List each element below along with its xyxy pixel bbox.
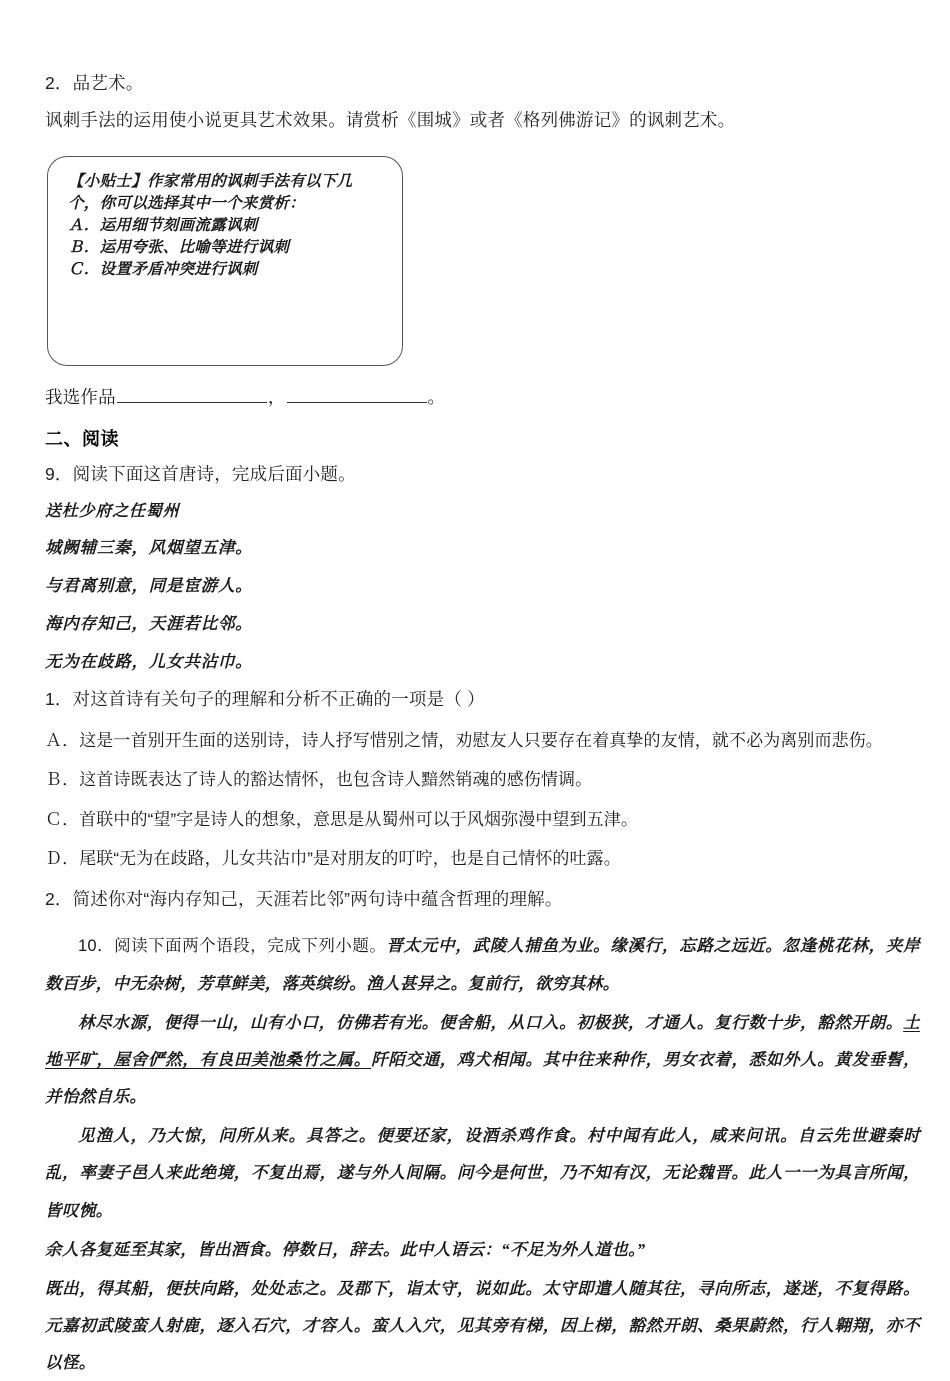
answer-blank-field-2[interactable] <box>287 385 427 404</box>
answer-blank-line <box>45 384 920 409</box>
question-10-stem: 10．阅读下面两个语段，完成下列小题。 <box>78 936 387 955</box>
choice-b[interactable]: Ｂ．这首诗既表达了诗人的豁达情怀，也包含诗人黯然销魂的感伤情调。 <box>45 770 593 789</box>
answer-blank-separator: ， <box>267 387 286 408</box>
question-2-prompt: 讽刺手法的运用使小说更具艺术效果。请赏析《围城》或者《格列佛游记》的讽刺艺术。 <box>45 110 736 131</box>
question-10-paragraph-2 <box>45 1004 920 1115</box>
poem-line-3: 海内存知己，天涯若比邻。 <box>45 614 253 634</box>
passage-1-text: 晋太元中，武陵人捕鱼为业。缘溪行，忘路之远近。忽逢桃花林，夹岸数百步，中无杂树，芳草鲜美，落英缤纷。渔人甚异之。复前行，欲穷其林。 <box>45 935 921 993</box>
choice-a[interactable]: Ａ．这是一首别开生面的送别诗，诗人抒写惜别之情，劝慰友人只要存在着真挚的友情，就不必为离别而悲伤。 <box>45 730 883 750</box>
question-9-stem: 9．阅读下面这首唐诗，完成后面小题。 <box>45 464 356 485</box>
question-9-2-stem: 2．简述你对“海内存知己，天涯若比邻”两句诗中蕴含哲理的理解。 <box>45 888 563 909</box>
answer-blank-field-1[interactable] <box>117 385 267 404</box>
choice-c[interactable]: Ｃ．首联中的“望”字是诗人的想象，意思是从蜀州可以于风烟弥漫中望到五津。 <box>45 809 638 829</box>
poem-line-2: 与君离别意，同是宦游人。 <box>45 576 253 596</box>
tip-box <box>47 156 403 366</box>
poem-line-1: 城阙辅三秦，风烟望五津。 <box>45 538 253 558</box>
question-10-paragraph-5: 既出，得其船，便扶向路，处处志之。及郡下，诣太守，说如此。太守即遣人随其往，寻向所志，遂迷，不复得路。元嘉初武陵蛮人射鹿，逐入石穴，才容人。蛮人入穴，见其旁有梯，因上梯，豁然开朗、桑果蔚然，行人翱翔，亦不以怪。 <box>45 1278 920 1372</box>
poem-line-4: 无为在歧路，儿女共沾巾。 <box>45 652 253 672</box>
section-heading-two: 二、阅读 <box>45 429 119 450</box>
tip-line-2: 个，你可以选择其中一个来赏析： <box>68 195 306 213</box>
answer-blank-terminator: 。 <box>427 387 446 408</box>
passage-2-underlined: 土地平旷，屋舍俨然，有良田美池桑竹之属。 <box>45 1012 920 1069</box>
question-10-paragraph-1 <box>45 927 920 1002</box>
passage-2-text-a: 林尽水源，便得一山，山有小口，仿佛若有光。便舍船，从口入。初极狭，才通人。复行数十步，豁然开朗。 <box>78 1012 904 1032</box>
tip-line-5: Ｃ．设置矛盾冲突进行讽刺 <box>68 261 258 279</box>
answer-blank-label: 我选作品 <box>45 387 116 408</box>
question-10-paragraph-4: 余人各复延至其家，皆出酒食。停数日，辞去。此中人语云：“不足为外人道也。” <box>45 1239 646 1259</box>
tip-line-3: Ａ．运用细节刻画流露讽刺 <box>68 217 258 235</box>
question-2-number: 2．品艺术。 <box>45 73 144 93</box>
passage-2-text-b: 阡陌交通，鸡犬相闻。其中往来种作，男女衣着，悉如外人。黄发垂髫，并怡然自乐。 <box>45 1050 920 1107</box>
tip-line-4: Ｂ．运用夸张、比喻等进行讽刺 <box>68 239 290 257</box>
poem-title: 送杜少府之任蜀州 <box>45 503 180 521</box>
question-9-1-stem: 1．对这首诗有关句子的理解和分析不正确的一项是（ ） <box>45 689 485 710</box>
tip-line-1: 【小贴士】作家常用的讽刺手法有以下几 <box>68 173 353 191</box>
question-10-paragraph-3: 见渔人，乃大惊，问所从来。具答之。便要还家，设酒杀鸡作食。村中闻有此人，咸来问讯。自云先世避秦时乱，率妻子邑人来此绝境，不复出焉，遂与外人间隔。问今是何世，乃不知有汉，无论魏晋。此人一一为具言所闻，皆叹惋。 <box>45 1126 920 1220</box>
choice-d[interactable]: Ｄ．尾联“无为在歧路，儿女共沾巾”是对朋友的叮咛，也是自己情怀的吐露。 <box>45 849 621 868</box>
